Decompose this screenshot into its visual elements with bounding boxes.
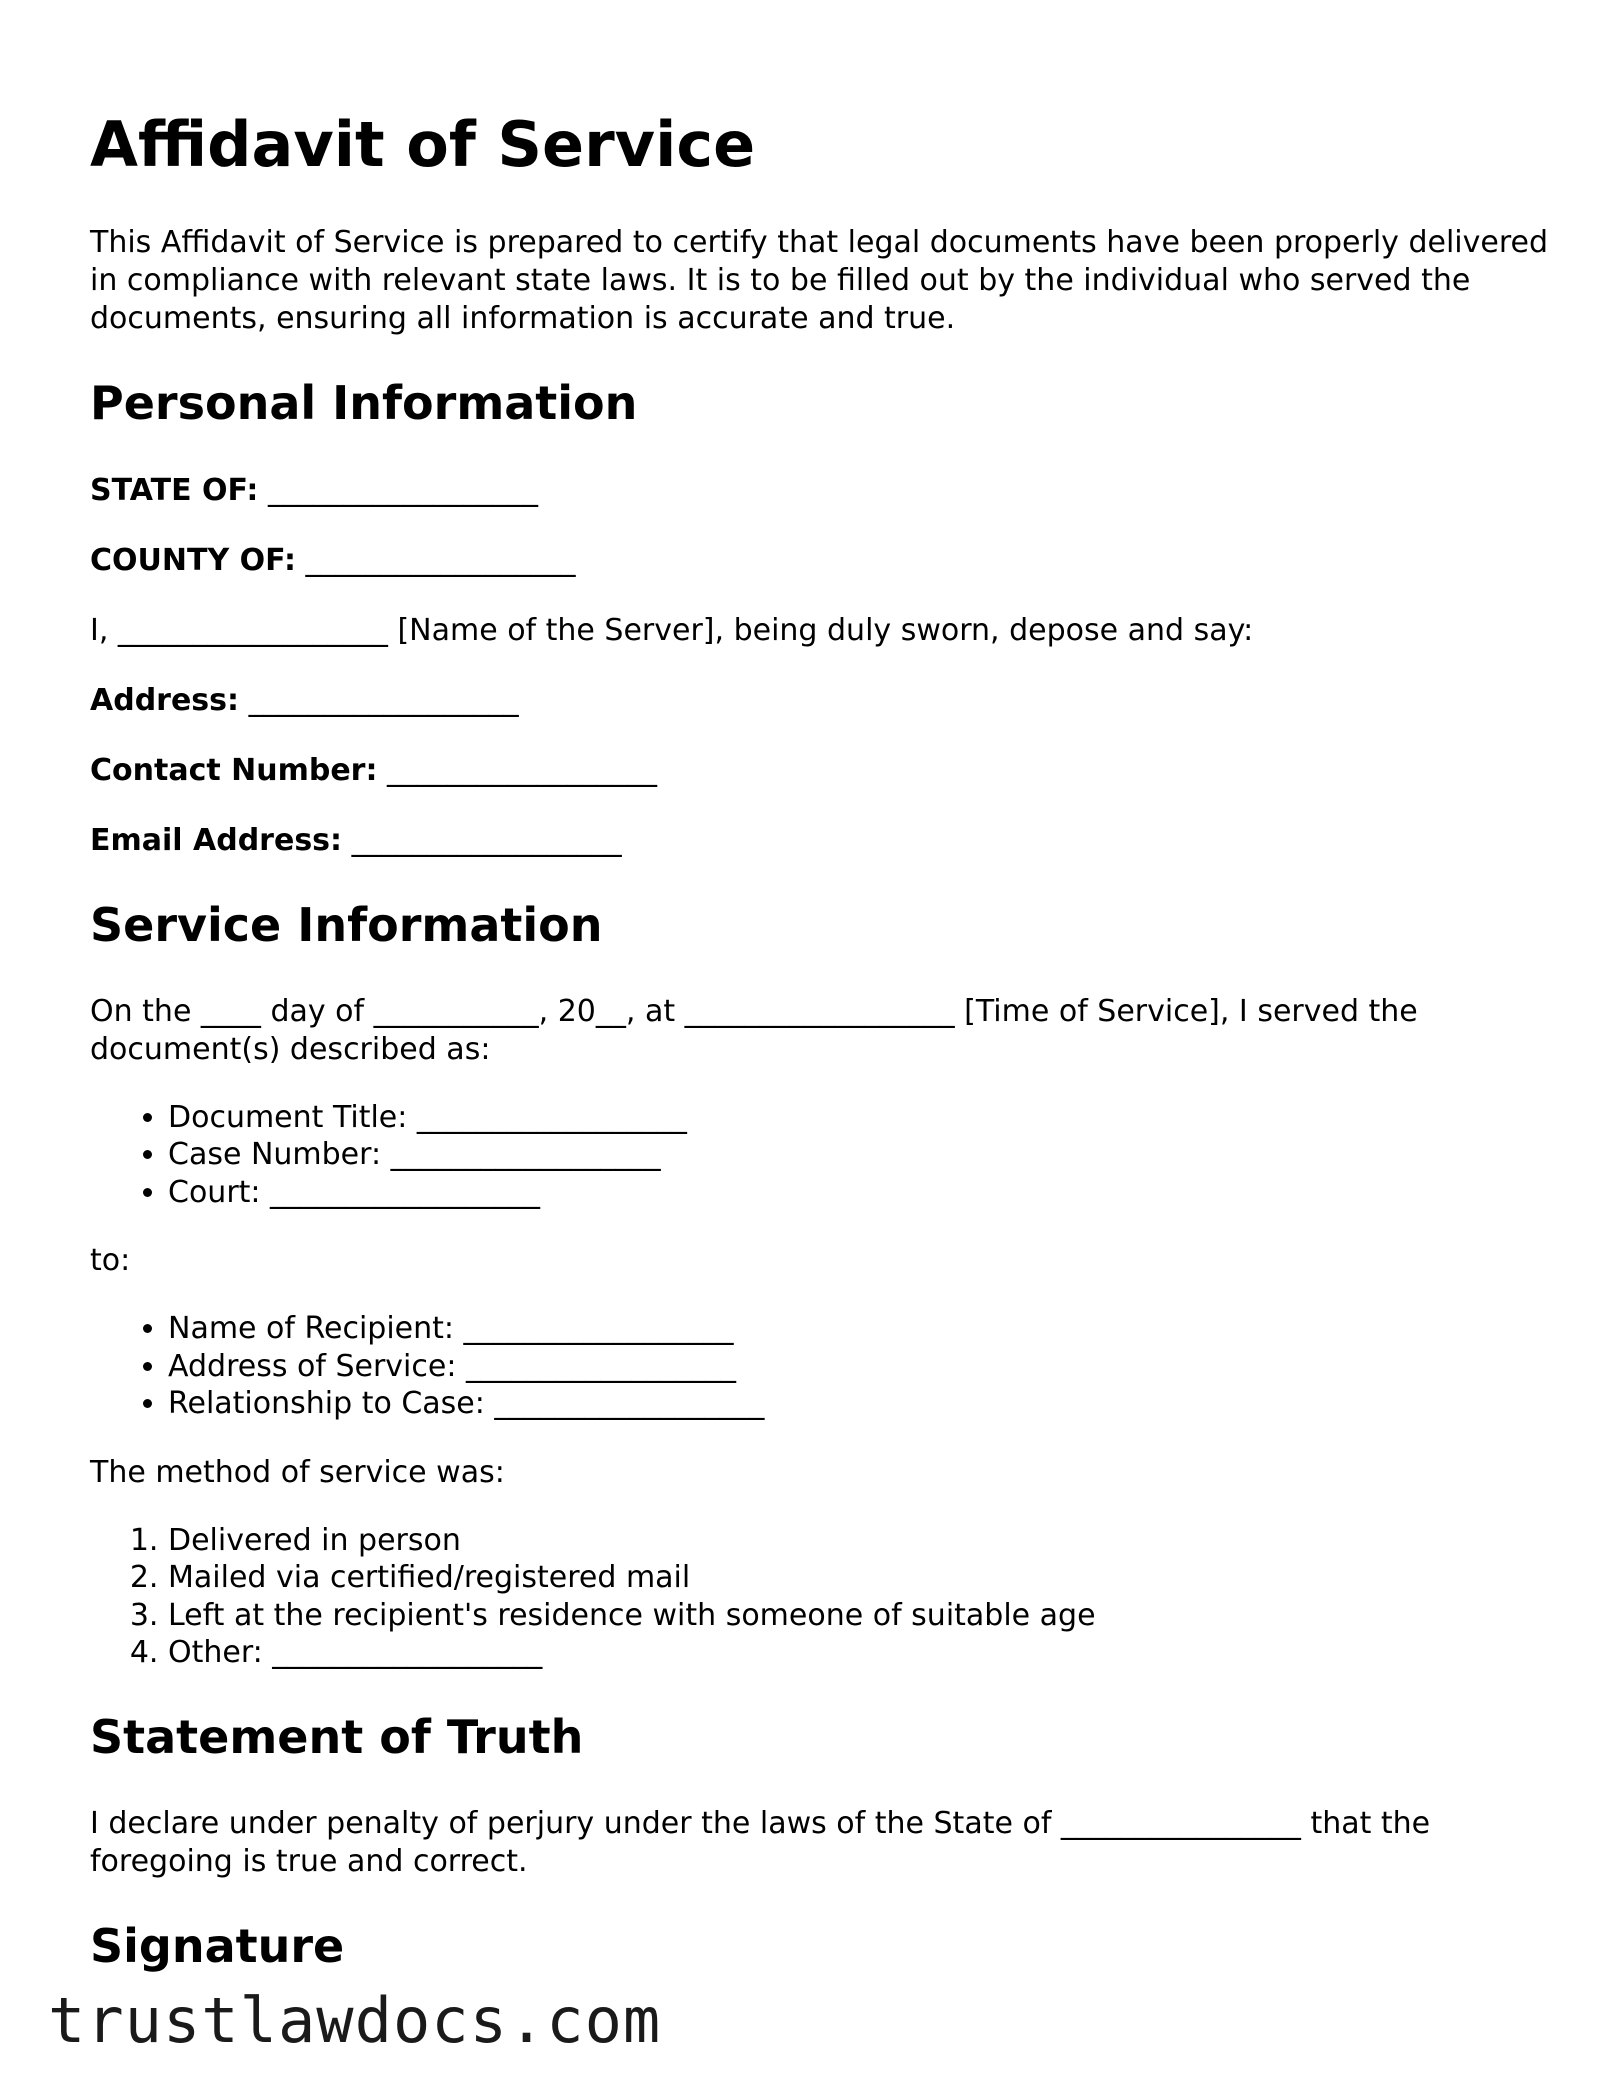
signature-heading: Signature: [90, 1918, 345, 1973]
address-label: Address:: [90, 682, 240, 718]
statement-of-truth-heading: Statement of Truth: [90, 1709, 584, 1764]
list-item: • Case Number: __________________: [168, 1136, 1550, 1174]
address-field: [90, 682, 1550, 720]
method-list: [90, 1522, 1550, 1672]
list-item: • Document Title: __________________: [168, 1099, 1550, 1137]
address-blank: __________________: [248, 682, 519, 718]
list-item: • Relationship to Case: __________________: [168, 1385, 1550, 1423]
watermark: trustlawdocs.com: [48, 1984, 662, 2057]
intro-paragraph: This Affidavit of Service is prepared to certify that legal documents have been properly delivered in compliance with relevant state laws. It is to be filled out by the individual who served the documents, ensuring all information is accurate and true.: [90, 225, 1549, 337]
email-field: [90, 822, 1550, 860]
email-label: Email Address:: [90, 822, 343, 858]
server-name-line: I, __________________ [Name of the Server], being duly sworn, depose and say:: [90, 612, 1254, 648]
county-field: [90, 542, 1550, 580]
personal-info-heading: Personal Information: [90, 376, 638, 431]
county-label: COUNTY OF:: [90, 542, 296, 578]
list-item: 3. Left at the recipient's residence with someone of suitable age: [168, 1597, 1550, 1635]
email-blank: __________________: [351, 822, 622, 858]
contact-field: [90, 752, 1550, 790]
state-field: [90, 472, 1550, 510]
service-info-heading: Service Information: [90, 897, 603, 952]
state-label: STATE OF:: [90, 472, 259, 508]
list-item: • Name of Recipient: __________________: [168, 1310, 1550, 1348]
list-item: 1. Delivered in person: [168, 1522, 1550, 1560]
state-blank: __________________: [267, 472, 538, 508]
county-blank: __________________: [305, 542, 576, 578]
service-sentence: On the ____ day of ___________, 20__, at __________________ [Time of Service], I served the document(s) described as:: [90, 993, 1418, 1067]
contact-blank: __________________: [387, 752, 658, 788]
to-label: to:: [90, 1243, 131, 1279]
document-page: [90, 108, 1550, 1974]
recipient-list: [90, 1310, 1550, 1423]
list-item: 2. Mailed via certified/registered mail: [168, 1559, 1550, 1597]
list-item: • Address of Service: __________________: [168, 1348, 1550, 1386]
contact-label: Contact Number:: [90, 752, 378, 788]
list-item: • Court: __________________: [168, 1174, 1550, 1212]
document-list: [90, 1099, 1550, 1212]
statement-of-truth-text: I declare under penalty of perjury under the laws of the State of ________________ that the foregoing is true and correct.: [90, 1805, 1431, 1879]
document-title: Affidavit of Service: [90, 108, 756, 181]
method-intro: The method of service was:: [90, 1454, 505, 1490]
list-item: 4. Other: __________________: [168, 1634, 1550, 1672]
